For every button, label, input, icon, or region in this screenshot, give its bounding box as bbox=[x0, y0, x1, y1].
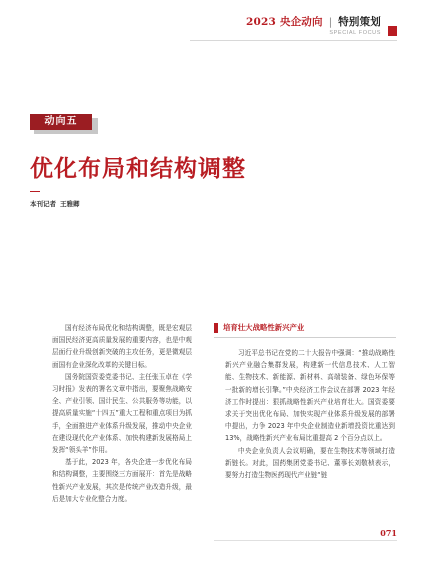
section-heading-text: 培育壮大战略性新兴产业 bbox=[223, 323, 305, 332]
page-header bbox=[0, 0, 427, 46]
byline-label: 本刊记者 bbox=[30, 200, 56, 208]
title-underline bbox=[30, 191, 40, 192]
right-column bbox=[225, 347, 395, 481]
section-tag-label: 动向五 bbox=[30, 114, 92, 130]
right-paragraph: 中央企业负责人会议明确，要在生物技术等领域打造新链长。对此，国药集团党委书记、董事长刘敬桢表示，要努力打造生物医药现代产业链“链 bbox=[225, 446, 395, 480]
section-heading-bar bbox=[214, 323, 218, 333]
header-section: 特别策划 bbox=[338, 16, 381, 28]
left-paragraph: 国有经济布局优化和结构调整，既是宏观层面国民经济更高质量发展的重要内容，也是中观层面行业升级创新突破的主攻任务，更是微观层面国有企业深化改革的关键目标。 bbox=[52, 324, 192, 369]
byline-name: 王雅卿 bbox=[60, 200, 80, 208]
right-paragraph: 习近平总书记在党的二十大报告中强调：“推动战略性新兴产业融合集群发展，构建新一代信息技术、人工智能、生物技术、新能源、新材料、高端装备、绿色环保等一批新的增长引擎。”中央经济工作会议在部署 2023 年经济工作时提出：狠抓战略性新兴产业培育壮大。国资委要求关于突出优化布局、加快实现产业体系升级发展的部署中提出，力争 2023 年中央企业制造业新增投资比重达到 13%，战略性新兴产业布局比重提高 2 个百分点以上。 bbox=[225, 349, 395, 443]
header-divider bbox=[190, 40, 397, 41]
section-heading bbox=[214, 321, 396, 335]
header-separator: | bbox=[328, 16, 333, 28]
section-heading-divider bbox=[214, 337, 396, 338]
left-paragraph: 基于此，2023 年，各央企进一步优化布局和结构调整，主要围绕三方面展开：首先是战略性新兴产业发展，其次是传统产业改造升级，最后是加大专业化整合力度。 bbox=[52, 458, 192, 503]
page-number: 071 bbox=[380, 528, 397, 538]
left-paragraph: 国务院国资委党委书记、主任张玉卓在《学习时报》发表的署名文章中指出，要聚焦战略安全、产业引领、国计民生、公共服务等功能，以提高质量实施“十四五”重大工程和重点项目为抓手，全面推进产业体系升级发展，推动中央企业在建设现代化产业体系、加快构建新发展格局上发挥“领头羊”作用。 bbox=[52, 372, 192, 455]
header-special-focus: SPECIAL FOCUS bbox=[329, 30, 381, 36]
footer-divider bbox=[214, 540, 397, 541]
section-tag bbox=[30, 114, 98, 133]
left-column bbox=[52, 322, 192, 505]
header-year-title: 2023 央企动向 bbox=[246, 16, 323, 28]
header-accent-block bbox=[388, 26, 397, 36]
header-title bbox=[246, 14, 381, 29]
byline bbox=[30, 199, 80, 208]
page-title: 优化布局和结构调整 bbox=[30, 156, 246, 182]
